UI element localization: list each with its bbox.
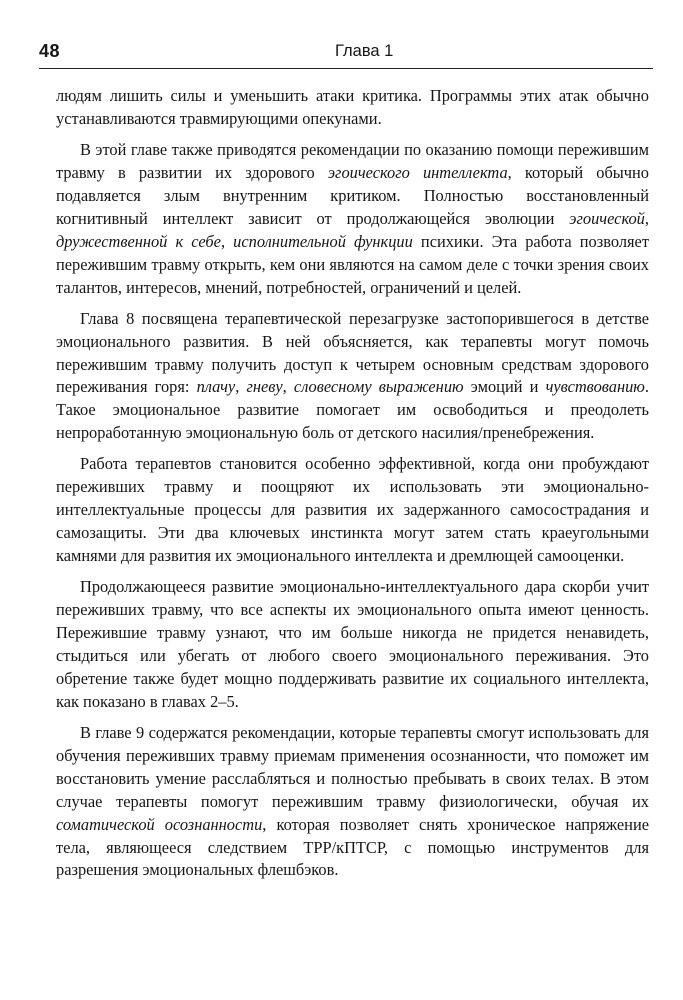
paragraph-2 <box>56 139 649 299</box>
italic-term: дружественной к себе <box>56 231 221 251</box>
text-run: , которая позволяет снять хроническое напряжение тела, являющееся следствием ТРР/кПТСР, с помощью инструментов для разрешения эмоциональных флешбэков. <box>56 814 649 880</box>
italic-term: исполнительной функции <box>233 231 413 251</box>
text-run: В этой главе также приводятся рекомендации по оказанию помощи пережившим травму в развитии их здорового <box>56 140 649 183</box>
italic-term: соматической осознанности <box>56 814 263 834</box>
text-run: , <box>282 377 294 397</box>
page-header <box>39 41 652 71</box>
text-run: . Такое эмоциональное развитие помогает им освободиться и преодолеть непроработанную эмоциональную боль от детского насилия/пренебрежения. <box>56 377 649 443</box>
paragraph-3 <box>56 308 649 445</box>
text-run: Глава 8 посвящена терапевтической перезагрузке застопорившегося в детстве эмоционального развития. В ней объясняется, как терапевты могут помочь пережившим травму получить доступ к четырем основным средствам здорового переживания горя: <box>56 308 649 397</box>
text-run: Продолжающееся развитие эмоционально-интеллектуального дара скорби учит переживших травму, что все аспекты их эмоционального опыта имеют ценность. Пережившие травму узнают, что им больше никогда не придется ненавидеть, стыдиться или убегать от любого своего эмоционального переживания. Это обретение также будет мощно поддерживать развитие их социального интеллекта, как показано в главах 2–5. <box>56 577 649 711</box>
text-run: , который обычно подавляется злым внутренним критиком. Полностью восстановленный когнитивный интеллект зависит от продолжающейся эволюции <box>56 163 650 228</box>
text-run: , <box>220 231 234 251</box>
text-run: эмоций и <box>463 377 546 397</box>
italic-term: плачу <box>196 377 236 397</box>
text-run: психики. Эта работа позволяет пережившим травму открыть, кем они являются на самом деле с точки зрения своих талантов, интересов, мнений, потребностей, ограничений и целей. <box>56 231 649 297</box>
paragraph-5 <box>56 576 649 713</box>
text-run: людям лишить силы и уменьшить атаки критика. Программы этих атак обычно устанавливаются травмирующими опекунами. <box>56 86 649 128</box>
paragraph-4 <box>56 453 649 568</box>
text-run: Работа терапевтов становится особенно эффективной, когда они пробуждают переживших травму и поощряют их использовать эти эмоционально-интеллектуальные процессы для развития их задержанного самосострадания и самозащиты. Эти два ключевых инстинкта могут затем стать краеугольными камнями для развития их эмоционального интеллекта и дремлющей самооценки. <box>56 454 649 566</box>
italic-term: эгоической <box>569 208 645 228</box>
text-run: В главе 9 содержатся рекомендации, которые терапевты смогут использовать для обучения переживших травму приемам применения осознанности, что поможет им восстановить умение расслабляться и полностью пребывать в своих телах. В этом случае терапевты помогут пережившим травму физиологически, обучая их <box>56 723 649 811</box>
italic-term: гневу <box>246 377 283 397</box>
text-run: , <box>235 377 247 397</box>
text-run: , <box>644 208 649 228</box>
italic-term: эгоического интеллекта <box>327 163 508 183</box>
body-text <box>56 85 649 891</box>
italic-term: чувствованию <box>545 377 645 397</box>
header-rule <box>39 68 653 69</box>
page-number: 48 <box>39 41 61 61</box>
italic-term: словесному выражению <box>293 377 464 397</box>
running-head: Глава 1 <box>335 42 394 60</box>
paragraph-6 <box>56 722 649 882</box>
paragraph-1 <box>56 85 649 131</box>
